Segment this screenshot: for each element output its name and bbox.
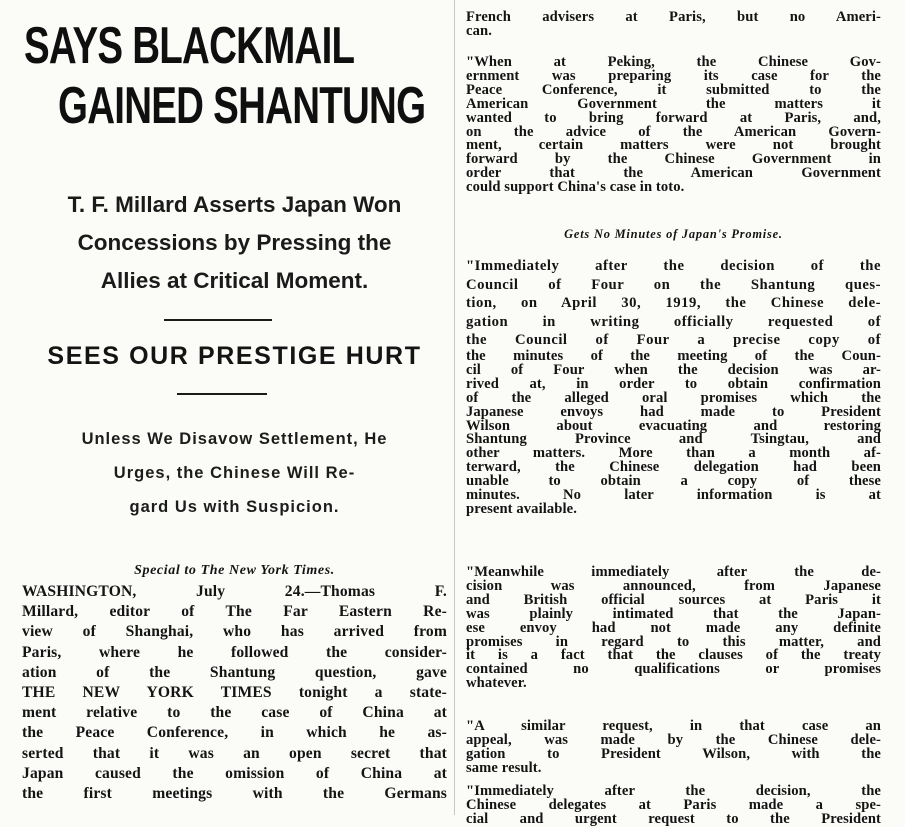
body-line: view of Shanghai, who has arrived from (22, 623, 447, 641)
body-line: terward, the Chinese delegation had been (466, 459, 881, 476)
paragraph (466, 785, 881, 827)
body-line: Wilson about evacuating and restoring (466, 417, 881, 434)
divider-rule (177, 393, 267, 395)
body-line: the Peace Conference, in which he as- (22, 724, 447, 742)
body-line: order that the American Government (466, 165, 881, 182)
paragraph (466, 720, 881, 776)
deck-1-line: T. F. Millard Asserts Japan Won (67, 192, 402, 217)
body-line: whatever. (466, 675, 527, 692)
paragraph (466, 566, 881, 691)
body-line: cial and urgent request to the President (466, 810, 881, 827)
body-line: cil of Four when the decision was ar- (466, 361, 881, 378)
body-line: "A similar request, in that case an (466, 718, 881, 734)
body-line: appeal, was made by the Chinese dele- (466, 731, 881, 748)
body-line: French advisers at Paris, but no Ameri- (466, 9, 881, 25)
body-line: Paris, where he followed the consider- (22, 643, 447, 661)
body-line: contained no qualifications or promises (466, 661, 881, 678)
body-line: ment, certain matters were not brought (466, 137, 881, 154)
subheadline-deck-2: SEES OUR PRESTIGE HURT (47, 342, 422, 370)
paragraph (466, 257, 881, 517)
body-line: Japanese envoys had made to President (466, 403, 881, 420)
body-line: can. (466, 22, 492, 39)
deck-1-line: Allies at Critical Moment. (100, 268, 369, 293)
body-line: rived at, in order to obtain confirmation (466, 375, 881, 392)
body-line: gation in writing officially requested of (466, 313, 881, 330)
body-line: gation to President Wilson, with the (466, 745, 881, 762)
section-subhead: Gets No Minutes of Japan's Promise. (564, 227, 783, 241)
body-line: it is a fact that the clauses of the treaty (466, 647, 881, 664)
body-line: THE NEW YORK TIMES tonight a state- (22, 684, 447, 702)
body-line: the minutes of the meeting of the Coun- (466, 347, 881, 364)
column-divider (454, 0, 455, 815)
body-line: Shantung Province and Tsingtau, and (466, 431, 881, 448)
body-line: other matters. More than a month af- (466, 445, 881, 462)
body-line: and British official sources at Paris it (466, 591, 881, 608)
body-line: could support China's case in toto. (466, 179, 685, 196)
body-line: Millard, editor of The Far Eastern Re- (22, 603, 447, 621)
body-line: "Immediately after the decision of the (466, 258, 881, 274)
body-line: Council of Four on the Shantung ques- (466, 276, 881, 293)
body-line: American Government the matters it (466, 95, 881, 112)
body-line: ese envoy had not made any definite (466, 619, 881, 636)
divider-rule (164, 319, 272, 321)
body-line: on the advice of the American Govern- (466, 123, 881, 140)
body-line: WASHINGTON, July 24.—Thomas F. (22, 583, 447, 600)
byline: Special to The New York Times. (134, 563, 335, 578)
body-line: promises in regard to this matter, and (466, 633, 881, 650)
deck-3-line: gard Us with Suspicion. (129, 498, 340, 516)
body-line: cision was announced, from Japanese (466, 577, 881, 594)
body-line: Japan caused the omission of China at (22, 764, 447, 782)
body-line: ernment was preparing its case for the (466, 67, 881, 84)
subheadline-deck-1 (22, 186, 447, 300)
paragraph (466, 11, 881, 39)
headline-line-1: SAYS BLACKMAIL (24, 17, 355, 75)
body-line: wanted to bring forward at Paris, and, (466, 109, 881, 126)
deck-3-line: Unless We Disavow Settlement, He (81, 430, 388, 448)
body-line: serted that it was an open secret that (22, 744, 447, 762)
body-line: "Immediately after the decision, the (466, 783, 881, 799)
body-line: present available. (466, 500, 577, 517)
body-line: "When at Peking, the Chinese Gov- (466, 54, 881, 70)
body-line: the Council of Four a precise copy of (466, 332, 881, 349)
left-column (22, 14, 447, 815)
body-line: unable to obtain a copy of these (466, 473, 881, 490)
subheadline-deck-3 (22, 422, 447, 524)
body-line: Peace Conference, it submitted to the (466, 81, 881, 98)
body-line: Chinese delegates at Paris made a spe- (466, 796, 881, 813)
paragraph (466, 56, 881, 195)
body-line: the first meetings with the Germans (22, 785, 447, 803)
deck-3-line: Urges, the Chinese Will Re- (113, 464, 356, 482)
body-line: minutes. No later information is at (466, 487, 881, 504)
body-line: ation of the Shantung question, gave (22, 663, 447, 681)
body-line: tion, on April 30, 1919, the Chinese dele- (466, 295, 881, 312)
body-line: forward by the Chinese Government in (466, 151, 881, 168)
body-line: ment relative to the case of China at (22, 704, 447, 722)
right-column (466, 9, 881, 827)
body-line: of the alleged oral promises which the (466, 389, 881, 406)
article-body-left (22, 582, 447, 804)
body-line: "Meanwhile immediately after the de- (466, 564, 881, 580)
deck-1-line: Concessions by Pressing the (77, 230, 392, 255)
body-line: same result. (466, 759, 542, 776)
body-line: was plainly intimated that the Japan- (466, 605, 881, 622)
headline-line-2: GAINED SHANTUNG (58, 77, 426, 135)
